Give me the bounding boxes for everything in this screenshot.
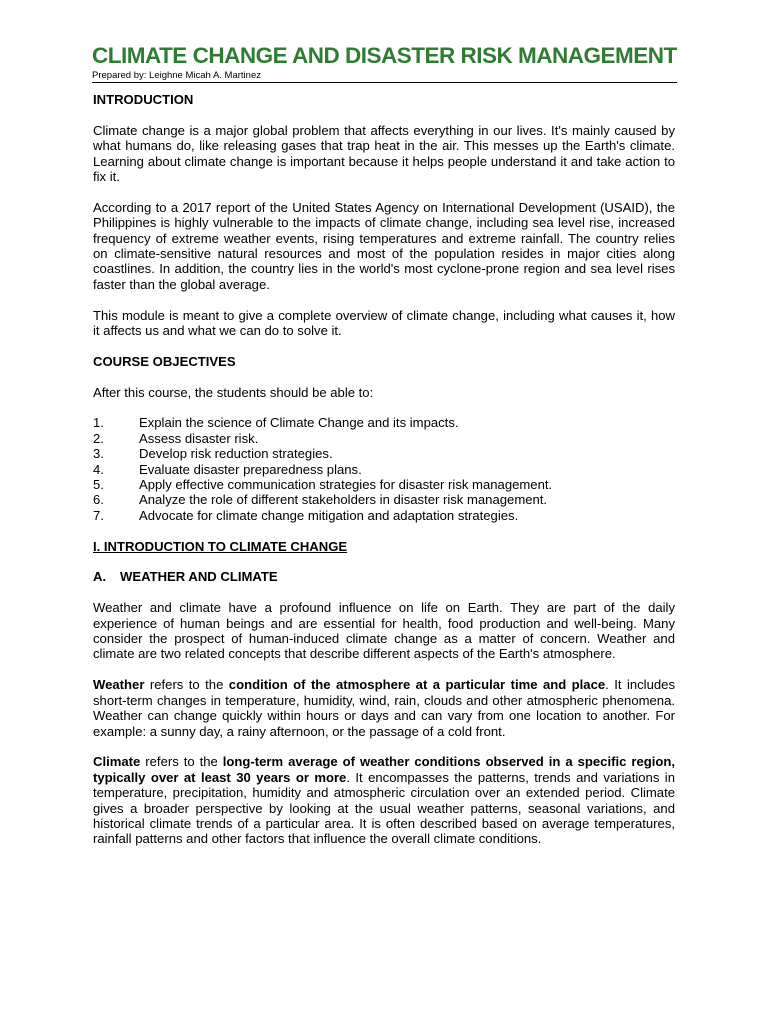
climate-detail: . It encompasses the patterns, trends and variations in temperature, precipitation, humidity and atmospheric circulation over an extended period. Climate gives a broader perspective by looking at the usual weather patterns, seasonal variations, and historical climate trends of a particular area. It is often described based on average temperatures, rainfall patterns and other factors that influence the overall climate conditions. [93, 769, 675, 847]
list-item [93, 462, 675, 477]
document-body [93, 92, 675, 862]
weather-definition-paragraph [93, 677, 675, 739]
list-text: Analyze the role of different stakeholders in disaster risk management. [139, 492, 548, 508]
list-number: 3. [93, 446, 104, 462]
weather-connector: refers to the [144, 677, 229, 693]
list-item [93, 508, 675, 523]
objectives-list [93, 415, 675, 523]
intro-paragraph-3: This module is meant to give a complete overview of climate change, including what causes it, how it affects us and what we can do to solve it. [93, 307, 675, 339]
list-number: 4. [93, 461, 104, 477]
section-1-heading: I. INTRODUCTION TO CLIMATE CHANGE [93, 538, 348, 554]
climate-term: Climate [93, 754, 141, 770]
subsection-letter: A. [93, 569, 107, 585]
weather-definition: condition of the atmosphere at a particular time and place [228, 677, 606, 693]
objectives-heading: COURSE OBJECTIVES [93, 353, 236, 369]
climate-definition: long-term average of weather conditions observed in a specific region, typically over at least 30 years or more [93, 754, 675, 785]
header-divider [92, 82, 677, 83]
list-text: Assess disaster risk. [139, 430, 259, 446]
subsection-title: WEATHER AND CLIMATE [120, 569, 278, 585]
prepared-by: Prepared by: Leighne Micah A. Martinez [92, 70, 261, 81]
list-text: Develop risk reduction strategies. [139, 446, 333, 462]
list-item [93, 415, 675, 430]
intro-paragraph-2: According to a 2017 report of the United States Agency on International Development (USAID), the Philippines is highly vulnerable to the impacts of climate change, including sea level rise, increased frequency of extreme weather events, rising temperatures and extreme rainfall. The country relies on climate-sensitive natural resources and most of the population resides in major cities along coastlines. In addition, the country lies in the world's most cyclone-prone region and sea level rises faster than the global average. [93, 199, 675, 292]
list-item [93, 431, 675, 446]
list-text: Evaluate disaster preparedness plans. [139, 461, 362, 477]
list-number: 1. [93, 415, 104, 431]
list-item [93, 446, 675, 461]
intro-paragraph-1: Climate change is a major global problem that affects everything in our lives. It's mainly caused by what humans do, like releasing gases that trap heat in the air. This messes up the Earth's climate. Learning about climate change is important because it helps people understand it and take action to fix it. [93, 122, 675, 185]
list-number: 6. [93, 492, 104, 508]
climate-connector: refers to the [140, 754, 223, 770]
subsection-a-heading [93, 569, 675, 584]
list-item [93, 492, 675, 507]
climate-definition-paragraph [93, 754, 675, 846]
objectives-lead: After this course, the students should be able to: [93, 384, 374, 400]
list-number: 2. [93, 430, 104, 446]
weather-detail: . It includes short-term changes in temperature, humidity, wind, rain, clouds and other atmospheric phenomena. Weather can change quickly within hours or days and can vary from one location to another. For example: a sunny day, a rainy afternoon, or the passage of a cold front. [93, 677, 675, 739]
list-text: Explain the science of Climate Change and its impacts. [139, 415, 459, 431]
list-number: 5. [93, 477, 104, 493]
weather-climate-paragraph: Weather and climate have a profound influence on life on Earth. They are part of the daily experience of human beings and are essential for health, food production and well-being. Many consider the prospect of human-induced climate change as a matter of concern. Weather and climate are two related concepts that describe different aspects of the Earth's atmosphere. [93, 600, 675, 662]
document-title: CLIMATE CHANGE AND DISASTER RISK MANAGEMENT [92, 43, 677, 68]
introduction-heading: INTRODUCTION [93, 92, 194, 107]
list-number: 7. [93, 507, 104, 523]
list-text: Apply effective communication strategies for disaster risk management. [139, 477, 553, 493]
weather-term: Weather [93, 677, 145, 693]
list-text: Advocate for climate change mitigation and adaptation strategies. [139, 507, 519, 523]
list-item [93, 477, 675, 492]
